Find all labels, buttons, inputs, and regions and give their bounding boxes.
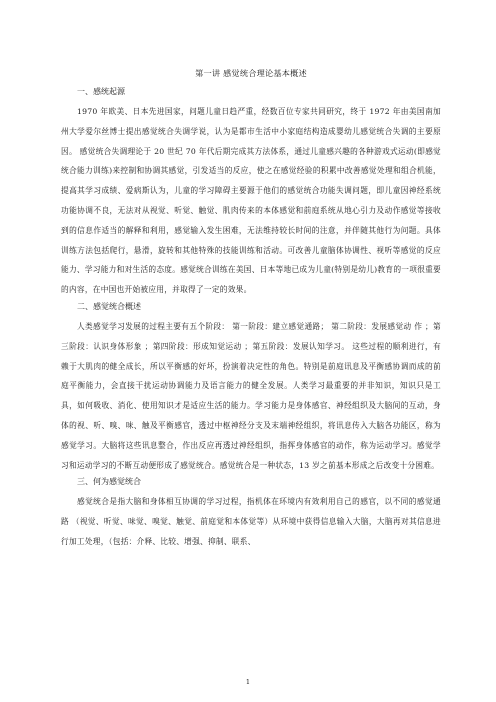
section-paragraph: 1970 年欧美、日本先进国家，问题儿童日趋严重，经数百位专家共同研究，终于 1972 年由美国南加州大学爱尔丝博士提出感觉统合失调学说，认为是都市生活中小家庭结构造成婴幼儿感觉统合失调的主要原因。 感觉统合失调理论于 20 世纪 70 年代后期完成其方法体系，通过儿童感兴趣的各种游戏式运动(即感觉统合能力训练)来控制和协调其感觉，引发适当的反应，使之在感觉经验的积累中改善感觉处理和组合机能，提高其学习成绩、爱病斯认为，儿童的学习障碍主要源于他们的感觉统合功能失调问题，即儿童因神经系统功能协调不良，无法对从视觉、听觉、触觉、肌肉传来的本体感觉和前庭系统从地心引力及动作感觉等接收到的信息作适当的解释和利用，感觉输入发生困难，无法维持较长时间的注意，并伴随其他行为问题。具体训练方法包括爬行，悬滑，旋转和其他特殊的技能训练和活动。可改善儿童脑体协调性、视听等感觉的反应能力、学习能力和对生活的态度。感觉统合训练在美国、日本等地已成为儿童(特别是幼儿)教育的一项很重要的内容，在中国也开始被应用，并取得了一定的效果。 [61,107,441,295]
page-content [61,67,441,553]
section-heading-definition: 三、何为感觉统合 [77,477,141,487]
section-heading-overview: 二、感觉统合概述 [77,301,141,311]
section-paragraph: 感觉统合是指大脑和身体相互协调的学习过程，指机体在环境内有效利用自己的感官，以不同的感觉通路 （视觉、听觉、味觉、嗅觉、触觉、前庭觉和本体觉等）从环境中获得信息输入大脑，大脑再对其信息进行加工处理，（包括：介释、比较、增强、抑制、联系、 [61,497,441,546]
section-paragraph: 人类感觉学习发展的过程主要有五个阶段： 第一阶段：建立感觉通路； 第二阶段：发展感觉动 作 ；第三阶段：认识身体形象 ；第四阶段：形成知觉运动 ；第五阶段：发展认知学习。 这些过程的顺利进行，有赖于大肌肉的健全成长，所以平衡感的好坏，扮演着决定性的角色。特别是前庭讯息及平衡感协调而成的前庭平衡能力，会直接干扰运动协调能力及语言能力的健全发展。人类学习最重要的并非知识，知识只是工具，如何吸收、消化、使用知识才是适应生活的能力。学习能力是身体感官、神经组织及大脑间的互动，身体的视、听、嗅、味、触及平衡感官，透过中枢神经分支及末端神经组织，将讯息传入大脑各功能区，称为感觉学习。大脑将这些讯息整合，作出反应再透过神经组织，指挥身体感官的动作，称为运动学习。感觉学习和运动学习的不断互动便形成了感觉统合。感觉统合是一种状态，13 岁之前基本形成之后改变十分困难。 [61,321,441,470]
section-heading-origin: 一、感统起源 [77,87,125,96]
lecture-title: 第一讲 感觉统合理论基本概述 [195,68,307,78]
page-number: 1 [245,678,251,686]
